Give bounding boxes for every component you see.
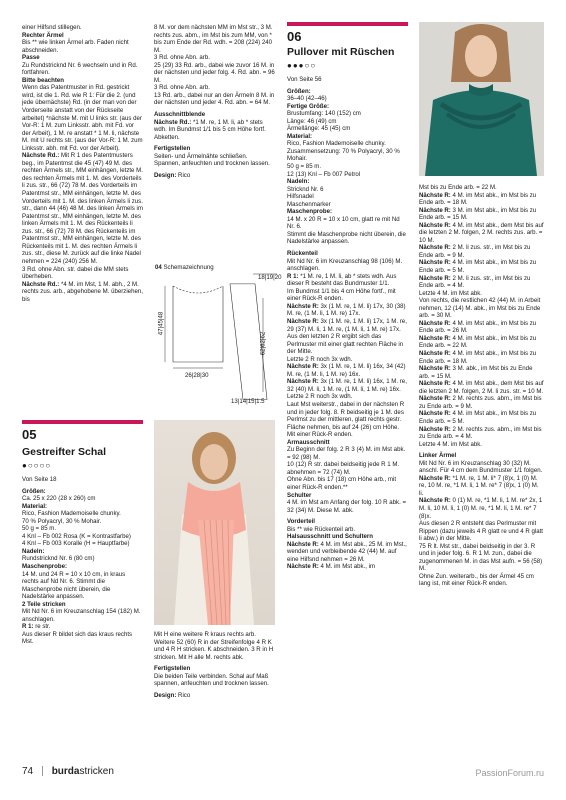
sec06-line: Brustumfang: 140 (152) cm (287, 110, 361, 118)
col1-line: Nächste Rd.: *4 M. im Mst, 1 M. abh., 2 M. rechts zus. arb., abgehobene M. überziehen, bis (22, 280, 143, 303)
col4-line: Nächste R: 4 M. im Mst abk., dem Mst bis auf die letzten 2 M. folgen, 2 M. li zus. str. = 10 M. (419, 380, 544, 395)
col4-line: Nächste R: 4 M. im Mst abk., im Mst bis zu Ende arb. = 18 M. (419, 350, 537, 365)
sec05-line: Von Seite 18 (22, 476, 57, 483)
sec06-line: R 1: *1 M. re, 1 M. li, ab * stets wdh. Aus dieser R besteht das Bundmuster 1/1. (287, 272, 397, 288)
col4-line: Linker Ärmel (419, 452, 457, 460)
sec06-line: Armausschnitt (287, 438, 330, 446)
col4-line: Nächste R: 2 M. rechts zus. abm., im Mst bis zu Ende arb. = 9 M. (419, 395, 542, 410)
section-05-bar (22, 420, 143, 424)
brand-name: burda (51, 766, 80, 777)
schematic-label-bottom: 26|28|30 (185, 372, 209, 379)
section-06-title: Pullover mit Rüschen (287, 46, 395, 58)
col2-line: Seiten- und Ärmelnähte schließen. Spannen, anfeuchten und trocknen lassen. (154, 152, 270, 168)
column-1 (22, 24, 143, 303)
col4-line: Nächste R: *1 M. re, 1 M. li* 7 (8)x, 1 (0) M. re, 10 M. re, *1 M. li, 1 M. re* 7 (8)x, 1 (0) M. li. (419, 474, 539, 497)
sec06-line: Nächste R: 3x (1 M. re, 1 M. li) 16x, 1 M. re, 32 (40) M. li, 1 M. re, (1 M. li, 1 M. re) 16x. (287, 378, 407, 393)
col1-line: Rechter Ärmel (22, 31, 64, 39)
col4-line: Nächste R: 4 M. im Mst abk., im Mst bis zu Ende arb. = 5 M. (419, 410, 537, 425)
sec06-line: 4 M. im Mst am Anfang der folg. 10 R abk. = 32 (34) M. Diese M. abk. (287, 499, 407, 514)
col4-line: Letzte 4 M. im Mst abk. (419, 289, 482, 297)
scarf-photo-illustration (154, 420, 275, 625)
col2-line: 3 Rd. ohne Abn. arb. (154, 84, 210, 92)
sec06-line: Vorderteil (287, 518, 315, 526)
sec06-line: Nadeln: (287, 178, 310, 186)
col4-line: Nächste R: 2 M. rechts zus. abm., im Mst bis zu Ende arb. = 4 M. (419, 425, 542, 441)
col2-line: 25 (29) 33 Rd. arb., dabei wie zuvor 16 M. in der nächsten und jeder folg. 4. Rd. abn. = 96 M. (154, 61, 275, 84)
col1-line: Bitte beachten (22, 76, 64, 84)
col4-line: 75 R lt. Mst str., dabei beidseitig in der 3. R und in jeder folg. 6. R 1 M. zun., dabei die zugenommenen M. in das Mst aufn. = 56 (58) M. (419, 542, 543, 573)
schematic-label-top: 18|19|20 (258, 274, 282, 281)
sec06-line: 50 g = 85 m. (287, 163, 322, 171)
col1-line: Wenn das Patentmuster in Rd. gestrickt wird, ist die 1. Rd. wie R 1: Für die 2. (und jede übernächste) Rd. (in der man von der Vorderseite anstatt von der Rückseite arbeitet) *nächste M. mit U links str. (aus der Vor-R: 1 M. zum Linksstr. abh. mit Fd. vor der Arbeit), 1 M. re anstatt * 1 M. li, nächste M. mit U rechts str. (aus der Vor-R: 1 M. zum Linksstr. abh. mit Fd. vor der Arbeit). (22, 84, 143, 152)
col4-line: Mit Nd Nr. 6 im Kreuzanschlag 30 (32) M. anschl. Für 4 cm dem Bundmuster 1/1 folgen. (419, 459, 543, 475)
col2-line: Ausschnittblende (154, 111, 206, 119)
schematic-title: Schemazeichnung (163, 264, 214, 271)
sec06-line: Schulter (287, 491, 312, 499)
section-06-number: 06 (287, 29, 302, 44)
col4-line: Nächste R: 3 M. abk., im Mst bis zu Ende arb. = 15 M. (419, 365, 533, 380)
sec06-line: Im Bundmst 1/1 bis 4 cm Höhe fortf., mit einer Rück-R enden. (287, 287, 396, 303)
sec05b-line: Fertigstellen (154, 665, 191, 673)
schematic-label-mid: 62|62|62 (259, 331, 267, 356)
col4-line: Nächste R: 4 M. im Mst abk., dem Mst bis auf die letzten 2 M. folgen, 2 M. rechts zus. arb. = 10 M. (419, 221, 544, 244)
footer-separator (42, 766, 43, 776)
sec05b-line: Die beiden Teile verbinden. Schal auf Maß spannen, anfeuchten und trocknen lassen. (154, 672, 269, 688)
sec06-line: Stricknd Nr. 6 (287, 185, 324, 193)
col2-line: 3 Rd. ohne Abn. arb. (154, 54, 210, 62)
sec05-line: 4 Knl – Fb 002 Rosa (K = Kontrastfarbe) (22, 532, 131, 540)
sec05-line: Größen: (22, 487, 46, 495)
sec05-line: Rundstricknd Nr. 6 (80 cm) (22, 555, 95, 563)
page-footer (22, 766, 114, 777)
sec06-line: Letzte 2 R noch 3x wdh. (287, 355, 353, 363)
section-06-body (287, 76, 408, 571)
sec06-line: Nächste R: 3x (1 M. re, 1 M. li) 17x, 1 M. re, 29 (37) M. li, 1 M. re, (1 M. li, 1 M. re) 17x. Aus den letzten 2 R ergibt sich das Perlmuster mit einer glatt rechten Fläche in der Mitte. (287, 317, 407, 356)
col4-line: Von rechts, die restlichen 42 (44) M. in Arbeit nehmen, 12 (14) M. abk., im Mst bis zu Ende arb. = 30 M. (419, 297, 541, 320)
sec05-line: Rico, Fashion Mademoiselle chunky. (22, 510, 121, 518)
sec06-line: Zu Beginn der folg. 2 R 3 (4) M. im Mst abk. = 92 (98) M. (287, 446, 406, 461)
sec06-line: Nächste R: 4 M. im Mst abk., im (287, 563, 376, 571)
sec06-line: Maschenmarker (287, 200, 331, 208)
sec06-line: Stimmt die Maschenprobe nicht überein, die Nadelstärke anpassen. (287, 230, 406, 246)
col4-line: Nächste R: 2 M. li zus. str., im Mst bis zu Ende arb. = 4 M. (419, 274, 531, 290)
col4-line: Nächste R: 4 M. im Mst abk., im Mst bis zu Ende arb. = 5 M. (419, 259, 537, 275)
watermark: PassionForum.ru (475, 768, 544, 778)
brand-suffix: stricken (79, 766, 114, 777)
section-05-body (22, 476, 143, 646)
sec06-line: Halsausschnitt und Schultern (287, 533, 374, 541)
sweater-photo-illustration (419, 22, 544, 176)
sec05-line: Maschenprobe: (22, 563, 68, 571)
col2-line: Fertigstellen (154, 145, 191, 153)
column-2 (154, 24, 275, 179)
section-05-title: Gestreifter Schal (22, 446, 107, 458)
schematic (155, 264, 282, 405)
sec06-line: Rückenteil (287, 250, 318, 258)
col4-line: Letzte 4 M. im Mst abk. (419, 440, 482, 448)
sec06-line: Ärmellänge: 45 (45) cm (287, 125, 351, 133)
sec06-line: Rico, Fashion Mademoiselle chunky. (287, 140, 386, 148)
sec06-line: Fertige Größe: (287, 102, 329, 110)
col4-line: Nächste R: 0 (1) M. re, *1 M. li, 1 M. re* 2x, 1 M. li, 10 M. li, 1 (0) M. re, *1 M. li, 1 M. re* 7 (8)x. (419, 497, 543, 520)
schematic-drawing (155, 272, 290, 412)
col4-line: Nächste R: 4 M. im Mst abk., im Mst bis zu Ende arb. = 22 M. (419, 334, 537, 350)
col1-line: Zu Rundstricknd Nr. 6 wechseln und in Rd. fortfahren. (22, 61, 138, 77)
col1-line: einer Hilfsnd stillegen. (22, 24, 82, 31)
sec05-line: Material: (22, 502, 48, 510)
sec06-line: 12 (13) Knl – Fb 007 Petrol (287, 170, 361, 178)
col4-line: Aus diesen 2 R entsteht das Perlmuster mit Rippen (dazu jeweils 4 R glatt re und 4 R glatt li abw.) in der Mitte. (419, 520, 543, 543)
schematic-label-left: 47|45|48 (157, 311, 165, 336)
section-05-number: 05 (22, 427, 37, 442)
difficulty-dots-05: ●○○○○ (22, 461, 52, 470)
sec06-line: 10 (12) R str. dabei beidseitig jede R 1 M. abnehmen = 72 (74) M. (287, 461, 400, 476)
col4-line: Nächste R: 4 M. im Mst abk., im Mst bis zu Ende arb. = 18 M. (419, 191, 537, 207)
sec05-line: 4 Knl – Fb 003 Koralle (H = Hauptfarbe) (22, 540, 130, 548)
sec06-line: Nächste R: 4 M. im Mst abk., 25 M. im Mst., wenden und verbleibende 42 (44) M. auf eine Hilfsnd nehmen = 26 M. (287, 540, 407, 563)
col1-line: Bis ** wie linken Ärmel arb. Faden nicht abschneiden. (22, 39, 129, 54)
col1-line: Passe (22, 54, 40, 62)
sec06-line: 14 M. x 20 R = 10 x 10 cm, glatt re mit Nd Nr. 6. (287, 215, 400, 231)
sec06-line: Laut Mst weiterstr., dabei in der nächsten R und in jeder folg. 8. R beidseitig je 1 M. des Perlmst zu der mittleren, glatt rechts gestr. Fläche nehmen, bis auf 24 (26) cm Höhe. Mit einer Rück-R enden. (287, 400, 405, 439)
sec06-line: Nächste R: 3x (1 M. re, 1 M. li) 17x, 30 (38) M. re, (1 M. li, 1 M. re) 17x. (287, 302, 406, 318)
sec06-line: Letzte 2 R noch 3x wdh. (287, 393, 353, 401)
col4-line: Ohne Zun. weiterarb., bis der Ärmel 45 cm lang ist, mit einer Rück-R enden. (419, 572, 534, 588)
sec05-line: 14 M. und 24 R = 10 x 10 cm, in kraus rechts auf Nd Nr. 6. Stimmt die Maschenprobe nicht überein, die Nadelstärke anpassen. (22, 570, 126, 601)
col1-line: 3 Rd. ohne Abn. str. dabei die MM stets überheben. (22, 265, 129, 281)
sec06-line: Größen: (287, 87, 311, 95)
col4-line: Nächste R: 2 M. li zus. str., im Mst bis zu Ende arb. = 9 M. (419, 244, 531, 259)
section-05-body-col2 (154, 631, 275, 699)
col2-line: 13 Rd. arb., dabei nur an den Ärmeln 8 M. in der nächsten und jeder 4. Rd. abn. = 64 M. (154, 91, 275, 107)
sec06-line: Hilfsnadel (287, 193, 314, 201)
sec06-line: Von Seite 56 (287, 76, 322, 83)
sec06-line: Bis ** wie Rückenteil arb. (287, 525, 356, 533)
col4-line: Nächste R: 4 M. im Mst abk., im Mst bis zu Ende arb. = 26 M. (419, 319, 537, 335)
col2-line: 8 M. vor dem nächsten MM im Mst str., 3 M. rechts zus. abm., im Mst bis zum MM, von * bis zum Ende der Rd. wdh. = 208 (224) 240 M. (154, 24, 273, 54)
schematic-number: 04 (155, 264, 162, 271)
sec05-line: Nadeln: (22, 547, 45, 555)
sec06-line: Ohne Abn. bis 17 (18) cm Höhe arb., mit einer Rück-R enden.** (287, 476, 397, 491)
sec06-line: Nächste R: 3x (1 M. re, 1 M. li) 16x, 34 (42) M. re, (1 M. li, 1 M. re) 16x. (287, 363, 406, 378)
difficulty-dots-06: ●●●○○ (287, 61, 317, 70)
sec05-line: R 1: re str. (22, 623, 51, 631)
sec05-line: Mit Nd Nr. 6 im Kreuzanschlag 154 (182) M. anschlagen. (22, 608, 141, 623)
sec06-line: Länge: 46 (49) cm (287, 117, 337, 125)
sec05b-line: Mit H eine weitere R kraus rechts arb. Weitere 52 (60) R in der Streifenfolge 4 R K und 4 R H stricken. K abschneiden. 3 R in H stricken. Mit H alle M. rechts abk. (154, 631, 274, 661)
col2-line: Design: Rico (154, 171, 191, 179)
sec05-line: Ca. 25 x 220 (28 x 260) cm (22, 495, 96, 503)
sec05-line: 50 g = 85 m. (22, 525, 57, 533)
sec06-line: Material: (287, 132, 313, 140)
col4-line: Mst bis zu Ende arb. = 22 M. (419, 184, 497, 191)
sec06-line: Zusammensetzung: 70 % Polyacryl, 30 % Mohair. (287, 147, 400, 163)
col4-line: Nächste R: 3 M. im Mst abk., im Mst bis zu Ende arb. = 15 M. (419, 206, 537, 222)
sec05-line: Aus dieser R bildet sich das kraus rechts Mst. (22, 630, 133, 646)
scarf-photo (154, 420, 275, 625)
col1-line: Nächste Rd.: Mit R 1 des Patentmusters beg., im Patentmst die 45 (47) 49 M. des rechten Ärmels str., MM einhängen, letzte M. des rechten Ärmels mit 1. M. des Vorderteils li zus. str., 66 (72) 78 M. des Vorderteils im Patentmst str., MM einhängen, letzte M. des Vorderteils mit 1. M. des linken Ärmels li zus. str., dann 44 (46) 48 M. des linken Ärmels im Patentmst str., MM einhängen, letzte M. des linken Ärmels mit 1. M. des Rückenteils li zus. str., 66 (72) 78 M. des Rückenteils im Patentmst str., MM einhängen, letzte M. des Rückenteils mit 1. M. des rechten Ärmels li zus. str., diese M. zurück auf die linke Nadel nehmen = 224 (240) 256 M. (22, 152, 143, 265)
sec06-line: Maschenprobe: (287, 208, 333, 216)
sec06-line: Mit Nd Nr. 6 im Kreuzanschlag 98 (106) M. anschlagen. (287, 257, 403, 273)
sec05-line: 2 Teile stricken (22, 600, 66, 608)
sweater-photo (419, 22, 544, 176)
sec05b-line: Design: Rico (154, 691, 191, 699)
schematic-label-bottom-right: 13|14|15|1.5 (231, 398, 265, 405)
page-number: 74 (22, 766, 34, 777)
sec05-line: 70 % Polyacryl, 30 % Mohair. (22, 517, 102, 525)
col2-line: Nächste Rd.: *1 M. re, 1 M. li, ab * stets wdh. Im Bundmst 1/1 bis 5 cm Höhe fortf. Abketten. (154, 118, 266, 141)
sec06-line: 36–40 (42–46) (287, 95, 327, 103)
column-4 (419, 184, 544, 588)
section-06-bar (287, 22, 408, 26)
